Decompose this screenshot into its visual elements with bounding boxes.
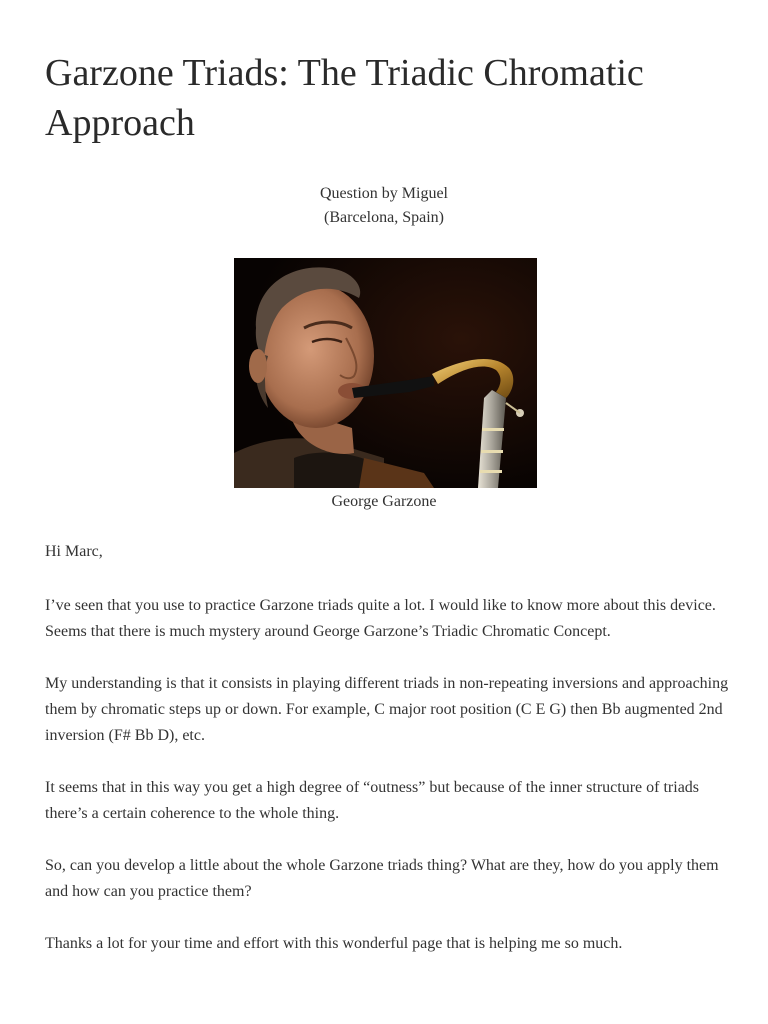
body-paragraph: I’ve seen that you use to practice Garzone triads quite a lot. I would like to know more about this device. Seems that there is much mystery around George Garzone’s Triadic Chromatic Concept. <box>45 597 716 640</box>
greeting-paragraph: Hi Marc, <box>45 543 103 560</box>
body-paragraph: So, can you develop a little about the whole Garzone triads thing? What are they, how do you apply them and how can you practice them? <box>45 857 719 900</box>
body-paragraph: It seems that in this way you get a high degree of “outness” but because of the inner structure of triads there’s a certain coherence to the whole thing. <box>45 779 700 822</box>
saxophonist-photo <box>234 258 537 488</box>
question-attribution <box>0 182 768 230</box>
body-paragraph: My understanding is that it consists in playing different triads in non-repeating inversions and approaching them by chromatic steps up or down. For example, C major root position (C E G) then Bb augmented 2nd inversion (F# Bb D), etc. <box>45 675 729 744</box>
question-author: Question by Miguel <box>320 185 448 202</box>
question-location: (Barcelona, Spain) <box>324 209 444 226</box>
article-title: Garzone Triads: The Triadic Chromatic Approach <box>45 52 644 144</box>
photo-caption: George Garzone <box>331 493 437 510</box>
closing-paragraph: Thanks a lot for your time and effort with this wonderful page that is helping me so much. <box>45 935 623 952</box>
